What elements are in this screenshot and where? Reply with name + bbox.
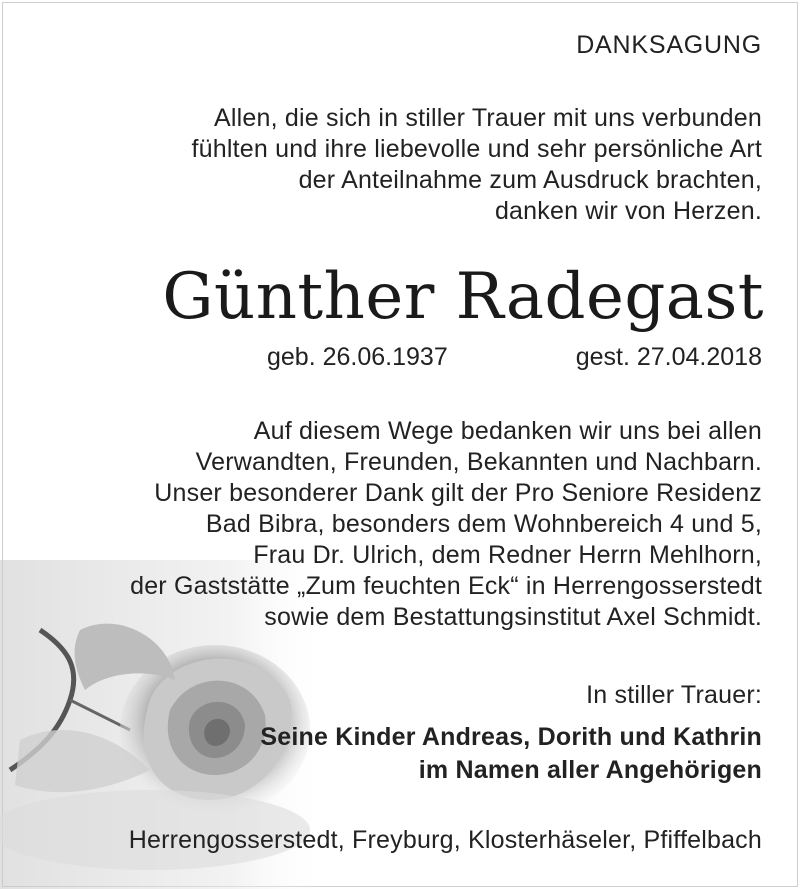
- birth-date: geb. 26.06.1937: [267, 343, 448, 371]
- intro-line: fühlten und ihre liebevolle und sehr persönliche Art: [191, 135, 762, 163]
- thanks-line: Auf diesem Wege bedanken wir uns bei allen: [253, 417, 762, 445]
- intro-line: der Anteilnahme zum Ausdruck brachten,: [298, 166, 762, 194]
- thanks-line: der Gaststätte „Zum feuchten Eck“ in Herrengosserstedt: [130, 572, 762, 600]
- thanks-line: Verwandten, Freunden, Bekannten und Nachbarn.: [195, 448, 762, 476]
- thanks-line: Unser besonderer Dank gilt der Pro Seniore Residenz: [154, 479, 762, 507]
- notice-heading: DANKSAGUNG: [576, 31, 762, 59]
- places-line: Herrengosserstedt, Freyburg, Klosterhäseler, Pfiffelbach: [128, 826, 762, 854]
- thanks-line: sowie dem Bestattungsinstitut Axel Schmidt.: [264, 603, 762, 631]
- thanks-paragraph: [130, 416, 762, 633]
- mourning-label: In stiller Trauer:: [586, 681, 762, 709]
- family-line: Seine Kinder Andreas, Dorith und Kathrin: [260, 723, 762, 751]
- death-date: gest. 27.04.2018: [575, 343, 762, 371]
- intro-line: danken wir von Herzen.: [494, 197, 762, 225]
- intro-line: Allen, die sich in stiller Trauer mit uns verbunden: [214, 104, 762, 132]
- intro-paragraph: [192, 103, 762, 227]
- family-line: im Namen aller Angehörigen: [418, 756, 762, 784]
- thanks-line: Bad Bibra, besonders dem Wohnbereich 4 und 5,: [205, 510, 762, 538]
- deceased-name: Günther Radegast: [162, 260, 764, 334]
- thanks-line: Frau Dr. Ulrich, dem Redner Herrn Mehlhorn,: [253, 541, 762, 569]
- family-signature: [260, 721, 762, 787]
